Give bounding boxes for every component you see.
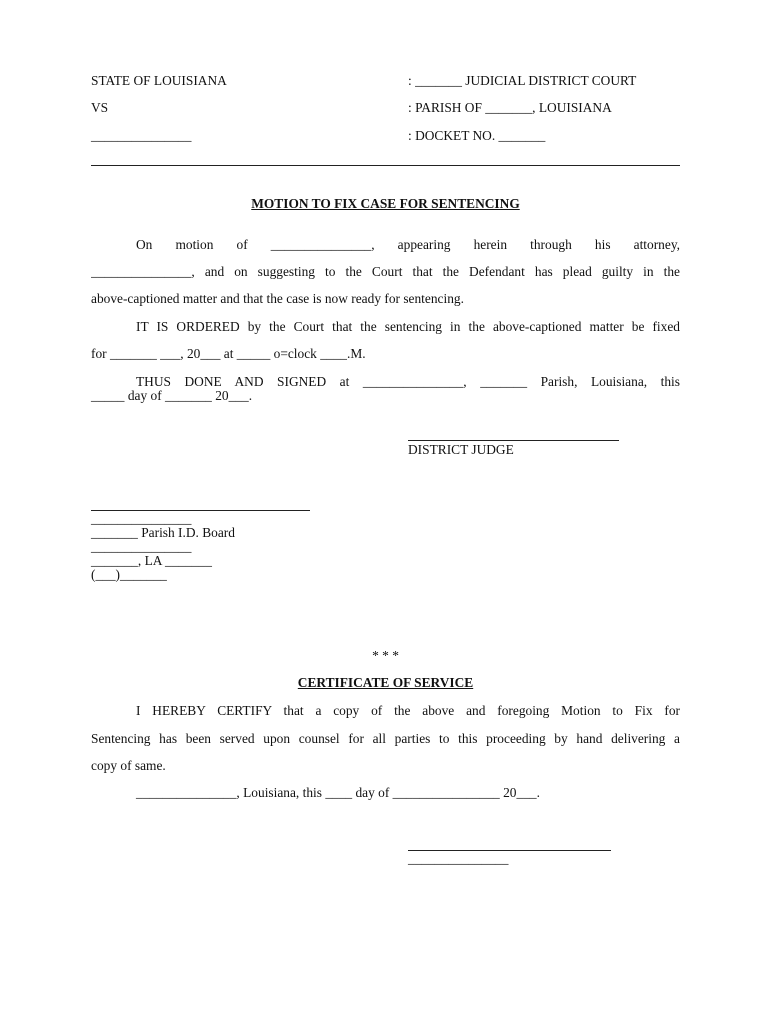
motion-para1-line3: above-captioned matter and that the case is now ready for sentencing. xyxy=(91,291,464,306)
caption-defendant-blank: _______________ xyxy=(91,128,192,143)
attorney-line4: _______, LA _______ xyxy=(91,553,212,568)
section-separator: * * * xyxy=(372,648,399,663)
caption-docket: : DOCKET NO. _______ xyxy=(408,128,546,143)
attorney-line1: _______________ xyxy=(91,511,192,526)
certificate-line3: copy of same. xyxy=(91,758,166,773)
caption-divider xyxy=(91,165,680,166)
judge-signature-line xyxy=(408,440,619,441)
caption-state: STATE OF LOUISIANA xyxy=(91,73,227,88)
certificate-title: CERTIFICATE OF SERVICE xyxy=(297,675,474,690)
judge-label: DISTRICT JUDGE xyxy=(408,442,514,457)
motion-title: MOTION TO FIX CASE FOR SENTENCING xyxy=(251,196,520,211)
certificate-line4: _______________, Louisiana, this ____ day of ________________ 20___. xyxy=(136,785,540,800)
order-line2: for _______ ___, 20___ at _____ o=clock ____.M. xyxy=(91,346,366,361)
signed-line2: _____ day of _______ 20___. xyxy=(91,388,253,403)
signed-line1: THUS DONE AND SIGNED at _______________, _______ Parish, Louisiana, this xyxy=(136,374,680,389)
attorney-line2: _______ Parish I.D. Board xyxy=(91,525,235,540)
caption-vs: VS xyxy=(91,100,109,115)
attorney-line3: _______________ xyxy=(91,539,192,554)
caption-court: : _______ JUDICIAL DISTRICT COURT xyxy=(408,73,637,88)
certificate-signature-blank: _______________ xyxy=(408,851,509,866)
order-line1: IT IS ORDERED by the Court that the sentencing in the above-captioned matter be fixed xyxy=(136,319,680,334)
motion-para1-line2: _______________, and on suggesting to the Court that the Defendant has plead guilty in the xyxy=(91,264,680,279)
certificate-line2: Sentencing has been served upon counsel for all parties to this proceeding by hand delivering a xyxy=(91,731,680,746)
motion-para1-line1: On motion of _______________, appearing herein through his attorney, xyxy=(136,237,680,252)
caption-parish: : PARISH OF _______, LOUISIANA xyxy=(408,100,612,115)
certificate-line1: I HEREBY CERTIFY that a copy of the above and foregoing Motion to Fix for xyxy=(136,703,680,718)
attorney-line5: (___)_______ xyxy=(91,567,167,582)
